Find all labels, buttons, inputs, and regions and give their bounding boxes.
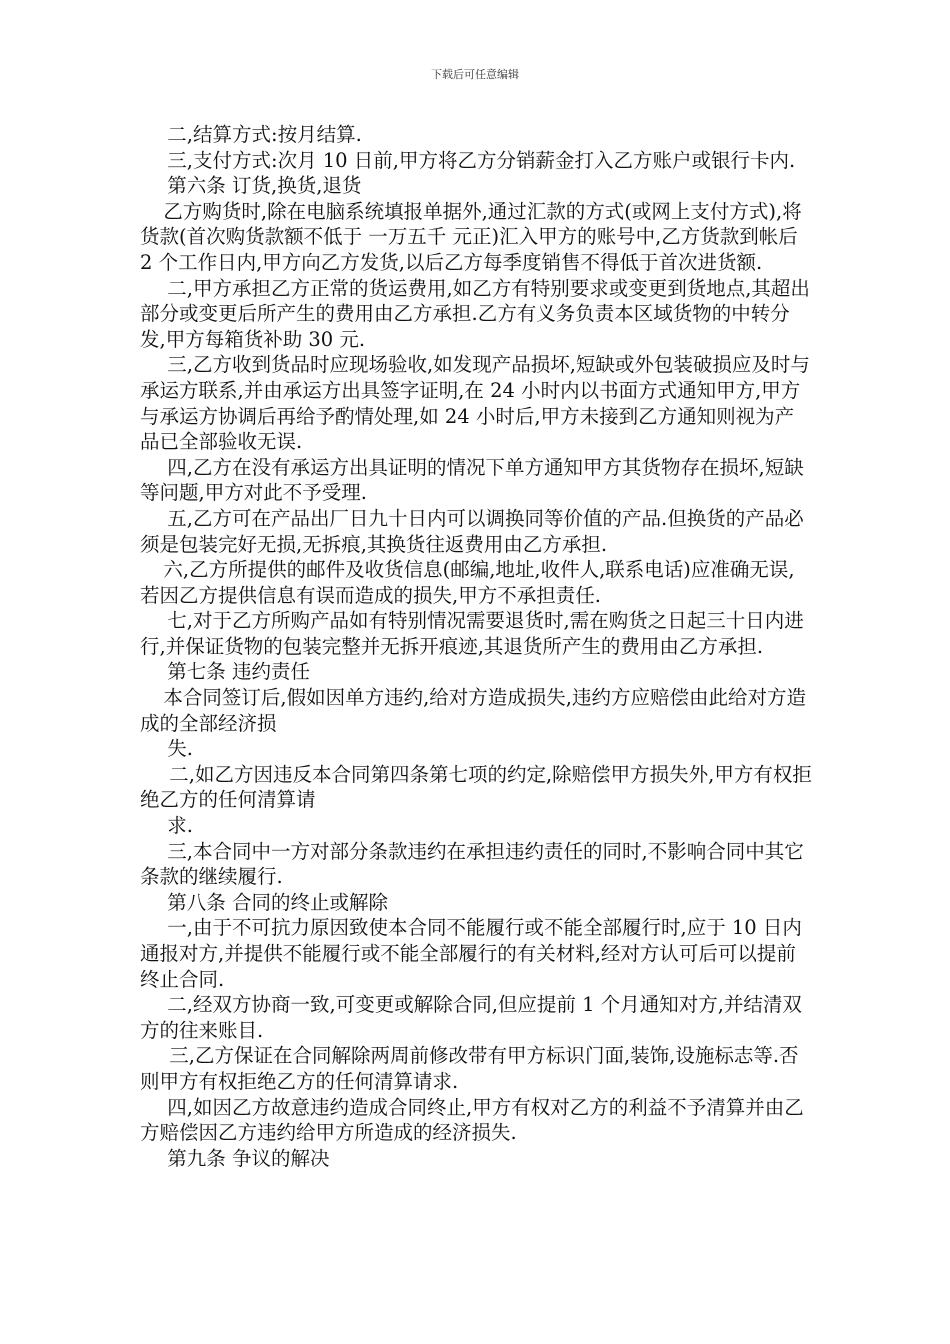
paragraph: 求. — [167, 814, 193, 838]
section-heading: 第六条 订货,换货,退货 — [167, 174, 362, 198]
document-body — [140, 122, 812, 1171]
paragraph: 乙方购货时,除在电脑系统填报单据外,通过汇款的方式(或网上支付方式),将货款(首次购货款额不低于 一万五千 元正)汇入甲方的账号中,乙方货款到帐后 2 个工作日内,甲方向乙方发货,以后乙方每季度销售不得低于首次进货额. — [140, 199, 802, 274]
paragraph: 二,甲方承担乙方正常的货运费用,如乙方有特别要求或变更到货地点,其超出部分或变更后所产生的费用由乙方承担.乙方有义务负责本区域货物的中转分发,甲方每箱货补助 30 元. — [140, 276, 810, 351]
paragraph: 三,乙方收到货品时应现场验收,如发现产品损坏,短缺或外包装破损应及时与承运方联系,并由承运方出具签字证明,在 24 小时内以书面方式通知甲方,甲方与承运方协调后再给予酌情处理,如 24 小时后,甲方未接到乙方通知则视为产品已全部验收无误. — [140, 353, 810, 454]
section-heading: 第八条 合同的终止或解除 — [167, 890, 388, 914]
paragraph: 本合同签订后,假如因单方违约,给对方造成损失,违约方应赔偿由此给对方造成的全部经济损 — [140, 686, 806, 735]
paragraph: 二,经双方协商一致,可变更或解除合同,但应提前 1 个月通知对方,并结清双方的往来账目. — [140, 993, 802, 1042]
paragraph: 二,结算方式:按月结算. — [167, 123, 362, 146]
paragraph: 四,如因乙方故意违约造成合同终止,甲方有权对乙方的利益不予清算并由乙方赔偿因乙方违约给甲方所造成的经济损失. — [140, 1095, 804, 1145]
paragraph: 五,乙方可在产品出厂日九十日内可以调换同等价值的产品.但换货的产品必须是包装完好无损,无拆痕,其换货往返费用由乙方承担. — [140, 506, 804, 556]
paragraph: 二,如乙方因违反本合同第四条第七项的约定,除赔偿甲方损失外,甲方有权拒绝乙方的任何清算请 — [140, 762, 812, 812]
paragraph: 四,乙方在没有承运方出具证明的情况下单方通知甲方其货物存在损坏,短缺等问题,甲方对此不予受理. — [140, 455, 804, 505]
paragraph: 三,乙方保证在合同解除两周前修改带有甲方标识门面,装饰,设施标志等.否则甲方有权拒绝乙方的任何清算请求. — [140, 1044, 799, 1093]
paragraph: 失. — [167, 737, 193, 761]
paragraph: 一,由于不可抗力原因致使本合同不能履行或不能全部履行时,应于 10 日内通报对方,并提供不能履行或不能全部履行的有关材料,经对方认可后可以提前终止合同. — [140, 916, 802, 991]
paragraph: 六,乙方所提供的邮件及收货信息(邮编,地址,收件人,联系电话)应准确无误,若因乙方提供信息有误而造成的损失,甲方不承担责任. — [140, 558, 795, 607]
section-heading: 第七条 违约责任 — [167, 660, 310, 684]
paragraph: 三,支付方式:次月 10 日前,甲方将乙方分销薪金打入乙方账户或银行卡内. — [167, 148, 796, 172]
section-heading: 第九条 争议的解决 — [167, 1146, 330, 1170]
page-header: 下载后可任意编辑 — [431, 68, 519, 81]
paragraph: 三,本合同中一方对部分条款违约在承担违约责任的同时,不影响合同中其它条款的继续履行. — [140, 839, 804, 889]
paragraph: 七,对于乙方所购产品如有特别情况需要退货时,需在购货之日起三十日内进行,并保证货物的包装完整并无拆开痕迹,其退货所产生的费用由乙方承担. — [140, 609, 804, 658]
